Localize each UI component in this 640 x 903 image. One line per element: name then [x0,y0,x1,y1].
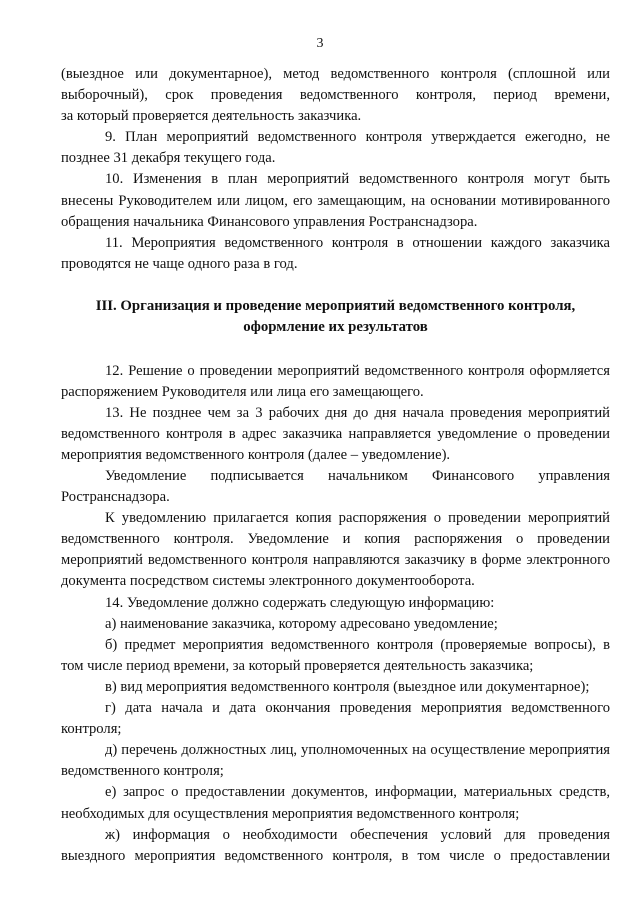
document-body [61,64,610,867]
spacer [61,339,610,361]
paragraph-12: 12. Решение о проведении мероприятий ведомственного контроля оформляется распоряжением Руководителя или лица его замещающего. [61,362,610,400]
section-heading-line-1: III. Организация и проведение мероприятий ведомственного контроля, [95,297,576,314]
paragraph-13: 13. Не позднее чем за 3 рабочих дня до дня начала проведения мероприятий ведомственного контроля в адрес заказчика направляется уведомление о проведении мероприятия ведомственного контроля (далее – уведомление). [61,404,610,463]
list-item-zh: ж) информация о необходимости обеспечения условий для проведения выездного мероприятия ведомственного контроля, в том числе о предоставлении [61,826,610,864]
paragraph-11: 11. Мероприятия ведомственного контроля в отношении каждого заказчика проводятся не чаще одного раза в год. [61,234,610,272]
continued-line-1: (выездное или документарное), метод ведомственного контроля (сплошной или [61,66,610,82]
list-item-e: е) запрос о предоставлении документов, информации, материальных средств, необходимых для осуществления мероприятия ведомственного контроля; [61,784,610,822]
spacer [61,275,610,296]
section-heading-line-2: оформление их результатов [243,319,428,336]
list-item-d: д) перечень должностных лиц, уполномоченных на осуществление мероприятия ведомственного контроля; [61,742,610,780]
paragraph-13-attachment: К уведомлению прилагается копия распоряжения о проведении мероприятий ведомственного контроля. Уведомление и копия распоряжения о проведении мероприятий ведомственного контроля направляются заказчику в форме электронного документа посредством системы электронного документооборота. [61,510,610,590]
paragraph-14: 14. Уведомление должно содержать следующую информацию: [105,594,495,611]
list-item-a: а) наименование заказчика, которому адресовано уведомление; [105,615,498,632]
paragraph-13-signature: Уведомление подписывается начальником Финансового управления Ространснадзора. [61,468,610,506]
list-item-b: б) предмет мероприятия ведомственного контроля (проверяемые вопросы), в том числе период времени, за который проверяется деятельность заказчика; [61,636,610,674]
paragraph-9: 9. План мероприятий ведомственного контроля утверждается ежегодно, не позднее 31 декабря текущего года. [61,129,610,167]
paragraph-10: 10. Изменения в план мероприятий ведомственного контроля могут быть внесены Руководителем или лицом, его замещающим, на основании мотивированного обращения начальника Финансового управления Ространснадзора. [61,171,610,230]
list-item-g: г) дата начала и дата окончания проведения мероприятия ведомственного контроля; [61,700,610,738]
continued-line-3: за который проверяется деятельность заказчика. [61,108,362,125]
list-item-v: в) вид мероприятия ведомственного контроля (выездное или документарное); [105,678,590,695]
page-number: 3 [316,36,324,51]
continued-line-2: выборочный), срок проведения ведомственного контроля, период времени, [61,87,610,104]
